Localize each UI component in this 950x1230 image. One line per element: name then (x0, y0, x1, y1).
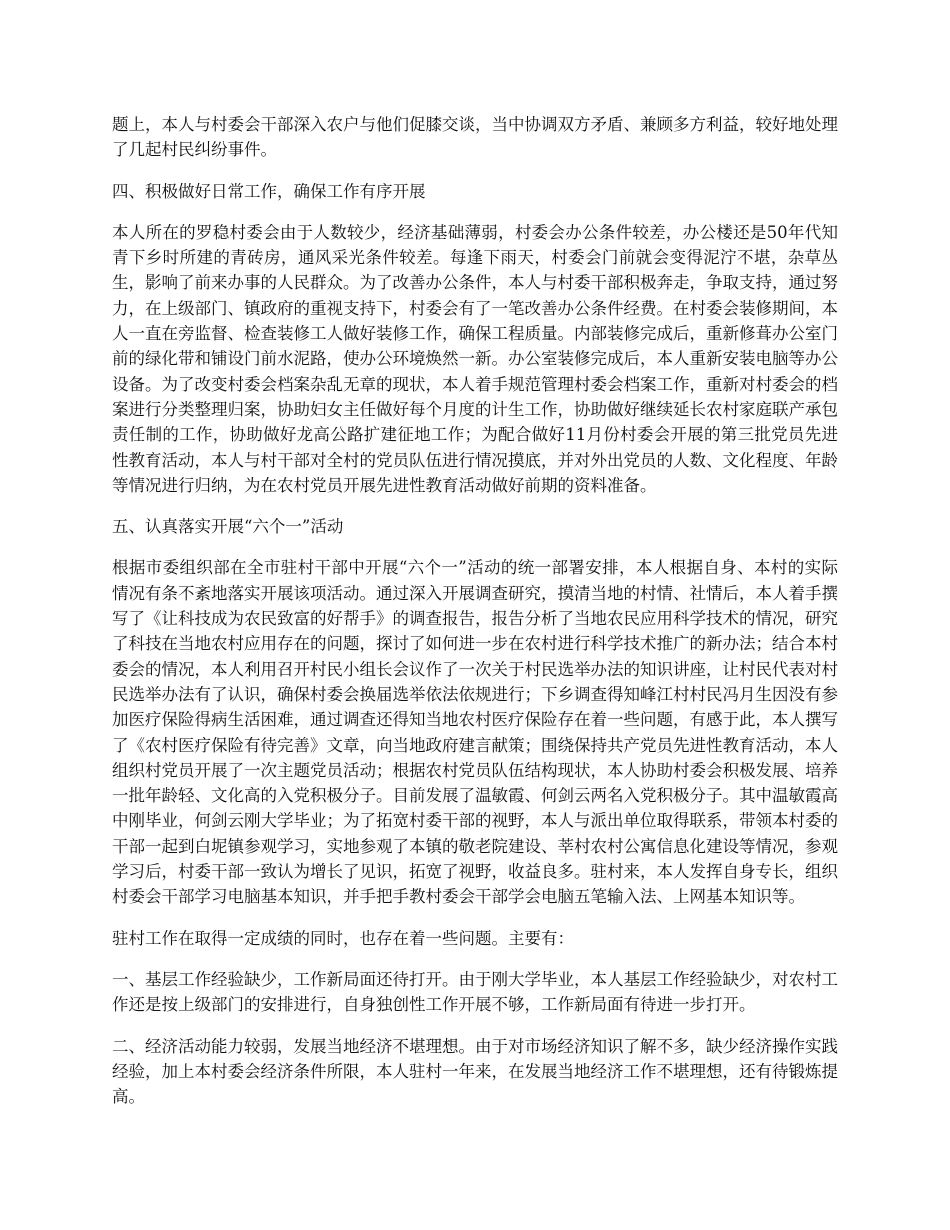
paragraph-problem-economy: 二、经济活动能力较弱，发展当地经济不堪理想。由于对市场经济知识了解不多，缺少经济操作实践经验，加上本村委会经济条件所限，本人驻村一年来，在发展当地经济工作不堪理想，还有待锻炼提高。 (112, 1036, 838, 1107)
paragraph-office-improvement: 本人所在的罗稳村委会由于人数较少，经济基础薄弱，村委会办公条件较差，办公楼还是50年代知青下乡时所建的青砖房，通风采光条件较差。每逢下雨天，村委会门前就会变得泥泞不堪，杂草丛生，影响了前来办事的人民群众。为了改善办公条件，本人与村委干部积极奔走，争取支持，通过努力，在上级部门、镇政府的重视支持下，村委会有了一笔改善办公条件经费。在村委会装修期间，本人一直在旁监督、检查装修工人做好装修工作，确保工程质量。内部装修完成后，重新修葺办公室门前的绿化带和铺设门前水泥路，使办公环境焕然一新。办公室装修完成后，本人重新安装电脑等办公设备。为了改变村委会档案杂乱无章的现状，本人着手规范管理村委会档案工作，重新对村委会的档案进行分类整理归案，协助妇女主任做好每个月度的计生工作，协助做好继续延长农村家庭联产承包责任制的工作，协助做好龙高公路扩建征地工作；为配合做好11月份村委会开展的第三批党员先进性教育活动，本人与村干部对全村的党员队伍进行情况摸底，并对外出党员的人数、文化程度、年龄等情况进行归纳，为在农村党员开展先进性教育活动做好前期的资料准备。 (112, 222, 838, 495)
paragraph-problem-experience: 一、基层工作经验缺少，工作新局面还待打开。由于刚大学毕业，本人基层工作经验缺少，对农村工作还是按上级部门的安排进行，自身独创性工作开展不够，工作新局面有待进一步打开。 (112, 969, 838, 1015)
section-heading-daily-work: 四、积极做好日常工作，确保工作有序开展 (112, 181, 426, 201)
paragraph-dispute-resolution: 题上，本人与村委会干部深入农户与他们促膝交谈，当中协调双方矛盾、兼顾多方利益，较好地处理了几起村民纠纷事件。 (112, 115, 838, 160)
paragraph-problems-intro: 驻村工作在取得一定成绩的同时，也存在着一些问题。主要有： (112, 928, 574, 948)
paragraph-six-ones-activities: 根据市委组织部在全市驻村干部中开展“六个一”活动的统一部署安排，本人根据自身、本村的实际情况有条不紊地落实开展该项活动。通过深入开展调查研究，摸清当地的村情、社情后，本人着手撰写了《让科技成为农民致富的好帮手》的调查报告，报告分析了当地农民应用科学技术的情况，研究了科技在当地农村应用存在的问题，探讨了如何进一步在农村进行科学技术推广的新办法；结合本村委会的情况，本人利用召开村民小组长会议作了一次关于村民选举办法的知识讲座，让村民代表对村民选举办法有了认识，确保村委会换届选举依法依规进行；下乡调查得知峰江村村民冯月生因没有参加医疗保险得病生活困难，通过调查还得知当地农村医疗保险存在着一些问题，有感于此，本人撰写了《农村医疗保险有待完善》文章，向当地政府建言献策；围绕保持共产党员先进性教育活动，本人组织村党员开展了一次主题党员活动；根据农村党员队伍结构现状，本人协助村委会积极发展、培养一批年龄轻、文化高的入党积极分子。目前发展了温敏霞、何剑云两名入党积极分子。其中温敏霞高中刚毕业，何剑云刚大学毕业；为了拓宽村委干部的视野，本人与派出单位取得联系，带领本村委的干部一起到白坭镇参观学习，实地参观了本镇的敬老院建设、莘村农村公寓信息化建设等情况，参观学习后，村委干部一致认为增长了见识，拓宽了视野，收益良多。驻村来，本人发挥自身专长，组织村委会干部学习电脑基本知识，并手把手教村委会干部学会电脑五笔输入法、上网基本知识等。 (112, 558, 838, 907)
section-heading-six-ones: 五、认真落实开展“六个一”活动 (112, 517, 344, 537)
